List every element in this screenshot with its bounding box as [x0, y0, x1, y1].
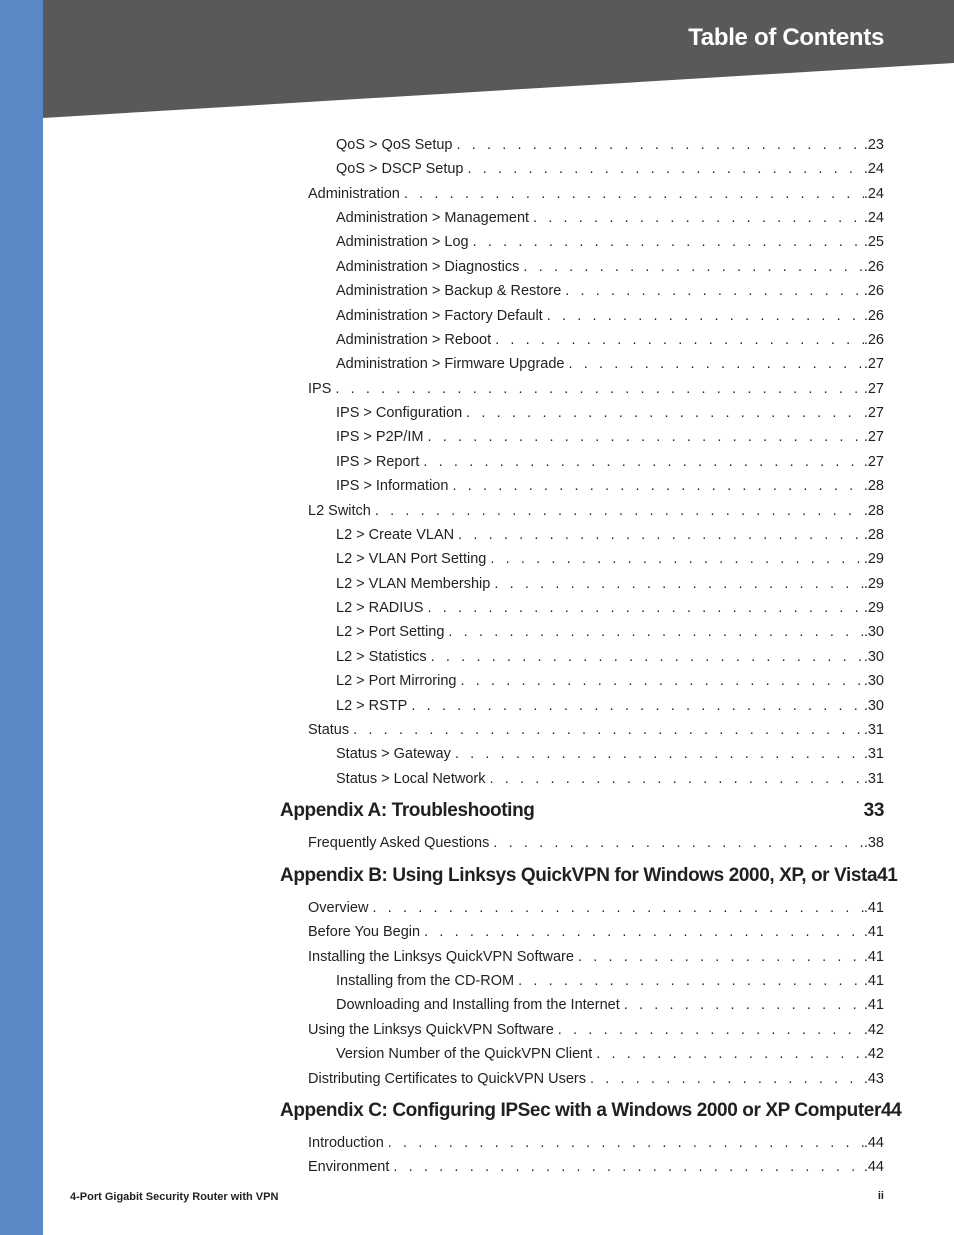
toc-entry[interactable]	[308, 899, 884, 917]
toc-entry-title: Status	[308, 721, 350, 738]
toc-entry-title: QoS > QoS Setup	[336, 137, 453, 153]
toc-entry-title: Distributing Certificates to QuickVPN Users	[308, 1070, 586, 1087]
toc-entry-title: L2 > RSTP	[336, 697, 408, 714]
dot-leader	[490, 770, 864, 788]
toc-entry-title: Frequently Asked Questions	[308, 835, 490, 851]
toc-entry-page: .27	[863, 453, 884, 470]
dot-leader	[590, 1070, 864, 1088]
toc-entry-title: Downloading and Installing from the Internet	[336, 997, 620, 1014]
dot-leader	[393, 1158, 863, 1176]
toc-entry-page: .23	[863, 137, 884, 153]
dot-leader	[460, 672, 863, 690]
toc-entry[interactable]	[336, 428, 884, 446]
toc-entry-page: .38	[863, 835, 884, 851]
toc-entry-page: .30	[863, 673, 884, 690]
toc-entry[interactable]	[336, 648, 884, 666]
toc-entry[interactable]	[336, 331, 884, 349]
dot-leader	[565, 282, 864, 300]
dot-leader	[596, 1045, 864, 1063]
dot-leader	[353, 721, 864, 739]
toc-entry[interactable]	[336, 136, 884, 154]
toc-entry[interactable]	[308, 834, 884, 852]
dot-leader	[493, 834, 863, 852]
toc-entry-page: .41	[863, 997, 884, 1014]
toc-entry-title: Administration	[308, 185, 400, 202]
toc-entry-title: IPS > Information	[336, 478, 449, 495]
toc-entry-title: Status > Gateway	[336, 746, 451, 763]
dot-leader	[372, 899, 863, 917]
toc-entry[interactable]	[336, 526, 884, 544]
dot-leader	[424, 923, 864, 941]
toc-entry[interactable]	[336, 404, 884, 422]
toc-entry[interactable]	[336, 623, 884, 641]
toc-entry-title: L2 > VLAN Membership	[336, 575, 491, 592]
footer-product-name: 4-Port Gigabit Security Router with VPN	[70, 1191, 279, 1203]
dot-leader	[547, 307, 864, 325]
dot-leader	[533, 209, 864, 227]
appendix-page: 44	[880, 1100, 902, 1121]
toc-entry-page: .27	[863, 356, 884, 373]
toc-entry-title: L2 > Port Setting	[336, 624, 445, 641]
toc-entry[interactable]	[336, 996, 884, 1014]
appendix-title: Appendix B: Using Linksys QuickVPN for Windows 2000, XP, or Vista	[280, 865, 878, 886]
toc-entry-title: Overview	[308, 900, 369, 916]
dot-leader	[473, 233, 864, 251]
toc-entry[interactable]	[308, 185, 884, 203]
toc-entry-page: .31	[863, 746, 884, 763]
toc-entry-page: .26	[863, 331, 884, 348]
dot-leader	[448, 623, 863, 641]
appendix-heading[interactable]	[280, 864, 898, 888]
toc-entry-page: .44	[863, 1135, 884, 1151]
toc-entry-title: Installing from the CD-ROM	[336, 973, 515, 990]
toc-entry-title: L2 > VLAN Port Setting	[336, 551, 487, 568]
toc-entry[interactable]	[308, 721, 884, 739]
toc-entry-page: .43	[863, 1070, 884, 1087]
toc-entry-page: .41	[863, 973, 884, 990]
toc-entry-title: Administration > Management	[336, 210, 530, 227]
toc-entry-page: .25	[863, 234, 884, 251]
toc-entry-title: Administration > Factory Default	[336, 307, 543, 324]
toc-entry[interactable]	[336, 453, 884, 471]
toc-entry-title: L2 > Create VLAN	[336, 526, 455, 543]
dot-leader	[495, 331, 864, 349]
toc-entry-page: .26	[863, 307, 884, 324]
toc-entry-title: Using the Linksys QuickVPN Software	[308, 1021, 554, 1038]
dot-leader	[455, 745, 864, 763]
footer-page-number: ii	[877, 1190, 884, 1202]
toc-entry[interactable]	[336, 160, 884, 178]
toc-entry[interactable]	[336, 972, 884, 990]
toc-entry-page: .30	[863, 648, 884, 665]
toc-entry-title: L2 > Statistics	[336, 648, 427, 665]
toc-entry-title: Installing the Linksys QuickVPN Software	[308, 948, 574, 965]
dot-leader	[427, 599, 863, 617]
dot-leader	[466, 404, 864, 422]
toc-entry-page: .24	[863, 185, 884, 202]
toc-entry-title: Administration > Firmware Upgrade	[336, 356, 565, 373]
toc-entry-page: .30	[863, 624, 884, 641]
toc-entry[interactable]	[336, 477, 884, 495]
toc-entry-page: .31	[863, 770, 884, 787]
toc-entry-page: .31	[863, 721, 884, 738]
toc-entry-page: .28	[863, 526, 884, 543]
dot-leader	[411, 697, 864, 715]
toc-entry-title: IPS	[308, 380, 332, 397]
toc-entry-page: .30	[863, 697, 884, 714]
toc-entry[interactable]	[308, 1158, 884, 1176]
toc-entry[interactable]	[336, 672, 884, 690]
toc-entry[interactable]	[336, 307, 884, 325]
appendix-page: 33	[863, 800, 884, 821]
toc-entry-title: L2 Switch	[308, 502, 371, 519]
toc-entry[interactable]	[308, 1021, 884, 1039]
toc-entry-page: .27	[863, 380, 884, 397]
toc-entry[interactable]	[336, 697, 884, 715]
dot-leader	[558, 1021, 864, 1039]
toc-entry-page: .24	[863, 210, 884, 227]
dot-leader	[490, 550, 864, 568]
toc-entry[interactable]	[308, 1070, 884, 1088]
toc-entry-page: .28	[863, 502, 884, 519]
toc-entry[interactable]	[308, 948, 884, 966]
toc-entry[interactable]	[308, 380, 884, 398]
header-band	[43, 0, 954, 118]
toc-entry-title: Administration > Backup & Restore	[336, 283, 562, 300]
dot-leader	[456, 136, 863, 154]
dot-leader	[467, 160, 863, 178]
appendix-title: Appendix C: Configuring IPSec with a Windows 2000 or XP Computer	[280, 1100, 881, 1121]
appendix-heading[interactable]	[280, 1099, 902, 1123]
dot-leader	[375, 502, 864, 520]
toc-entry-page: .42	[863, 1046, 884, 1063]
toc-entry-title: Introduction	[308, 1135, 384, 1151]
toc-entry[interactable]	[308, 923, 884, 941]
dot-leader	[458, 526, 864, 544]
toc-entry-title: Status > Local Network	[336, 770, 486, 787]
appendix-title: Appendix A: Troubleshooting	[280, 800, 535, 821]
dot-leader	[335, 380, 863, 398]
toc-entry-page: .26	[863, 283, 884, 300]
toc-entry-title: Administration > Reboot	[336, 331, 492, 348]
toc-entry-page: .27	[863, 405, 884, 422]
dot-leader	[404, 185, 864, 203]
toc-entry[interactable]	[336, 550, 884, 568]
toc-entry[interactable]	[336, 282, 884, 300]
toc-entry-page: .44	[863, 1159, 884, 1176]
toc-entry-page: .42	[863, 1021, 884, 1038]
toc-entry[interactable]	[336, 599, 884, 617]
page-title: Table of Contents	[688, 24, 884, 51]
toc-entry-title: Administration > Log	[336, 234, 469, 251]
toc-entry-title: IPS > Report	[336, 453, 420, 470]
toc-entry[interactable]	[336, 1045, 884, 1063]
toc-entry-title: QoS > DSCP Setup	[336, 161, 464, 178]
toc-entry[interactable]	[336, 745, 884, 763]
toc-entry-title: Before You Begin	[308, 924, 421, 941]
toc-entry-title: L2 > RADIUS	[336, 600, 424, 617]
toc-entry-page: .29	[863, 575, 884, 592]
toc-entry[interactable]	[336, 770, 884, 788]
toc-entry-page: .29	[863, 551, 884, 568]
toc-entry-title: Environment	[308, 1159, 390, 1176]
toc-entry-title: L2 > Port Mirroring	[336, 673, 457, 690]
toc-entry[interactable]	[336, 575, 884, 593]
header-band-shape	[43, 0, 954, 118]
toc-entry[interactable]	[308, 1134, 884, 1152]
toc-entry-page: .24	[863, 161, 884, 178]
dot-leader	[523, 258, 863, 276]
dot-leader	[624, 996, 864, 1014]
toc-entry-title: Version Number of the QuickVPN Client	[336, 1046, 593, 1063]
toc-entry-page: .27	[863, 429, 884, 446]
toc-entry[interactable]	[336, 209, 884, 227]
dot-leader	[578, 948, 864, 966]
dot-leader	[427, 428, 863, 446]
toc-entry-page: .41	[863, 900, 884, 916]
dot-leader	[518, 972, 864, 990]
side-color-bar	[0, 0, 43, 1235]
appendix-heading[interactable]	[280, 799, 884, 823]
dot-leader	[431, 648, 864, 666]
dot-leader	[388, 1134, 864, 1152]
toc-entry[interactable]	[308, 502, 884, 520]
toc-entry-page: .41	[863, 948, 884, 965]
toc-entry[interactable]	[336, 258, 884, 276]
dot-leader	[494, 575, 863, 593]
toc-entry[interactable]	[336, 355, 884, 373]
toc-entry-title: IPS > Configuration	[336, 405, 463, 422]
toc-entry-page: .29	[863, 600, 884, 617]
toc-entry-page: .28	[863, 478, 884, 495]
toc-entry-title: IPS > P2P/IM	[336, 429, 424, 446]
toc-entry-page: .26	[863, 258, 884, 275]
toc-entry-page: .41	[863, 924, 884, 941]
dot-leader	[452, 477, 863, 495]
toc-entry-title: Administration > Diagnostics	[336, 258, 520, 275]
toc-entry[interactable]	[336, 233, 884, 251]
dot-leader	[423, 453, 863, 471]
dot-leader	[568, 355, 863, 373]
appendix-page: 41	[877, 865, 898, 886]
